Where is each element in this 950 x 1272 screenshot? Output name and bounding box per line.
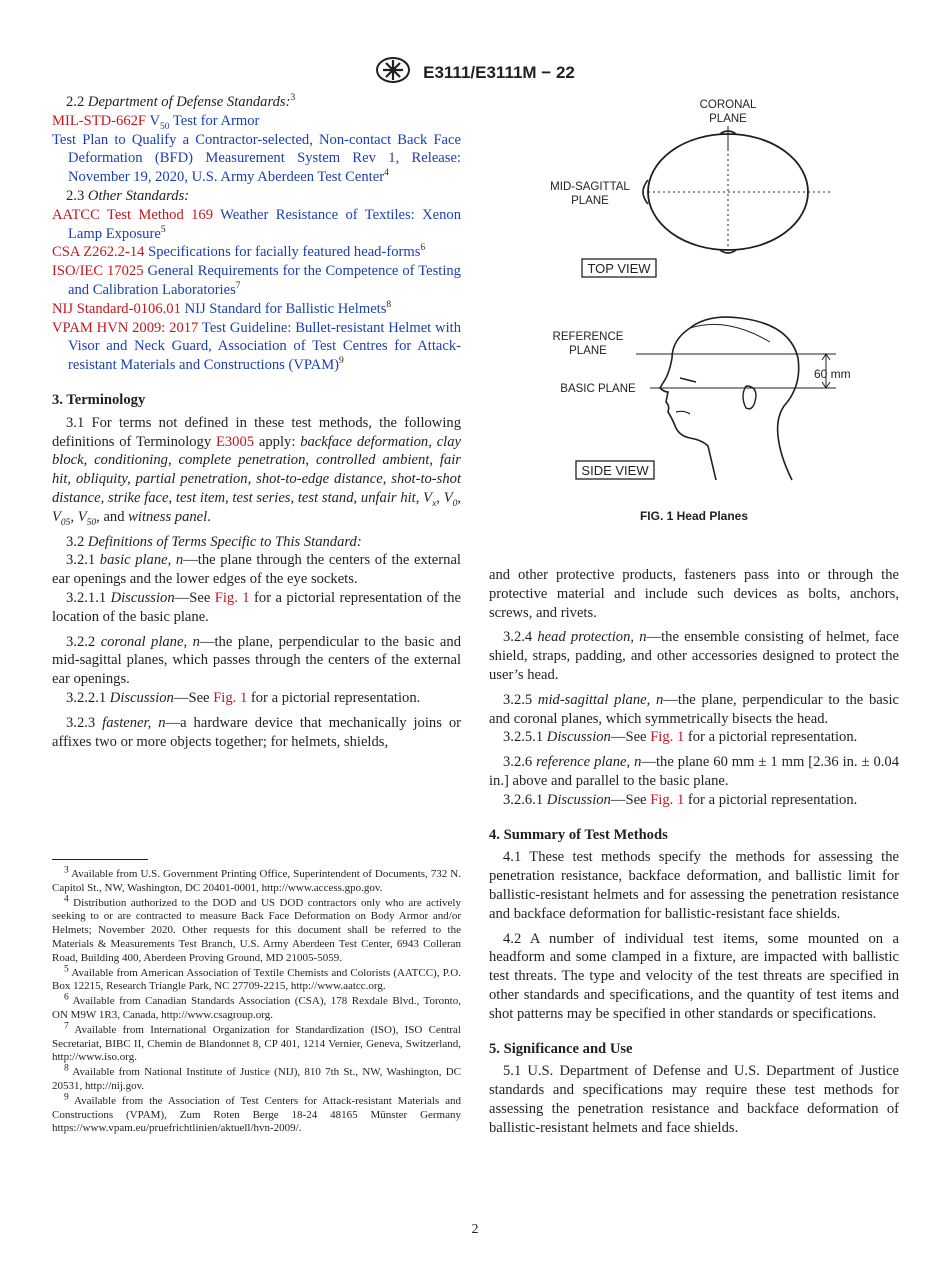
para-3-2-1-1: 3.2.1.1 Discussion—See Fig. 1 for a pictorial representation of the location of the basic plane.	[52, 589, 461, 625]
link-fig-1[interactable]: Fig. 1	[213, 689, 248, 706]
right-column	[489, 566, 899, 1138]
label-ref-1: REFERENCE	[552, 331, 624, 343]
head-side-outline	[660, 317, 799, 480]
label-coronal-1: CORONAL	[699, 99, 757, 111]
para-3-2-6: 3.2.6 reference plane, n—the plane 60 mm ± 1 mm [2.36 in. ± 0.04 in.] above and parallel to the basic plane.	[489, 754, 899, 789]
footnote-8: 8 Available from National Institute of Justice (NIJ), 810 7th St., NW, Washington, DC 20531, http://nij.gov.	[52, 1063, 461, 1092]
footnotes	[52, 865, 461, 1137]
label-midsag-1: MID-SAGITTAL	[550, 181, 630, 193]
section-5-heading: 5. Significance and Use	[489, 1040, 633, 1057]
para-4-1: 4.1 These test methods specify the methods for assessing the penetration resistance, backface deformation, and ballistic limit for ballistic-resistant helmets and for assessing the penetration resistance and backface deformation for ballistic-resistant face shields.	[489, 849, 899, 922]
ref-title[interactable]: Test Plan to Qualify a Contractor-selected, Non-contact Back Face Deformation (BFD) Measurement System Rev 1, Release: November 19, 2020, U.S. Army Aberdeen Test Center	[52, 131, 461, 186]
ref-title[interactable]: $V_{50}$ Test for Armor	[149, 112, 260, 132]
para-3-2-6-1: 3.2.6.1 Discussion—See Fig. 1 for a pictorial representation.	[503, 791, 858, 808]
link-fig-1[interactable]: Fig. 1	[650, 791, 685, 808]
para-3-2-2-1: 3.2.2.1 Discussion—See Fig. 1 for a pictorial representation.	[66, 689, 421, 706]
footnote-5: 5 Available from American Association of Textile Chemists and Colorists (AATCC), P.O. Box 12215, Research Triangle Park, NC 27709-2215, http://www.aatcc.org.	[52, 963, 461, 993]
ref-bfd-test-plan: Test Plan to Qualify a Contractor-selected, Non-contact Back Face Deformation (BFD) Measurement System Rev 1, Release: November 19, 2020, U.S. Army Aberdeen Test Center$^4$	[52, 131, 461, 186]
ref-vpam: VPAM HVN 2009: 2017 Test Guideline: Bullet-resistant Helmet with Visor and Neck Guard, Association of Test Centres for Attack-resistant Materials and Constructions (VPAM)$^9$	[52, 319, 461, 374]
label-60mm: 60 mm	[814, 367, 850, 381]
para-3-1: 3.1 For terms not defined in these test methods, the following definitions of Terminology E3005 apply: backface deformation, clay block, conditioning, complete penetration, controlled ambient, fair hit, obliquity, partial penetration, shot-to-edge distance, shot-to-shot distance, strike face, test item, test series, test stand, unfair hit, $V_x$, $V_0$, $V_{05}$, $V_{50}$, and witness panel.	[52, 414, 462, 528]
footnote-7: 7 Available from International Organization for Standardization (ISO), ISO Central Secretariat, BIBC II, Chemin de Blandonnet 8, CP 401, 1214 Vernier, Geneva, Switzerland, http://www.iso.org.	[52, 1021, 461, 1064]
para-3-2-3: 3.2.3 fastener, n—a hardware device that mechanically joins or affixes two or more objects together; for helmets, shields,	[52, 714, 461, 750]
section-2-2: 2.2 Department of Defense Standards:$^3$	[66, 93, 296, 110]
label-ref-2: PLANE	[569, 345, 607, 357]
page-header	[0, 56, 950, 89]
ref-iso: ISO/IEC 17025 General Requirements for the Competence of Testing and Calibration Laboratories$^7$	[52, 263, 461, 298]
ref-csa: CSA Z262.2-14 Specifications for facially featured head-forms$^6$	[52, 243, 426, 261]
figure-caption: FIG. 1 Head Planes	[639, 509, 749, 523]
figure-1-head-planes	[540, 96, 850, 526]
para-3-2-4: 3.2.4 head protection, n—the ensemble consisting of helmet, face shield, straps, padding, and other accessories designed to protect the user’s head.	[489, 629, 899, 683]
ref-mil-std	[52, 112, 461, 131]
para-3-2-2: 3.2.2 coronal plane, n—the plane, perpendicular to the basic and mid-sagittal planes, which passes through the centers of the external ear openings.	[52, 633, 461, 688]
label-top-view: TOP VIEW	[587, 261, 651, 276]
label-midsag-2: PLANE	[571, 195, 609, 207]
link-fig-1[interactable]: Fig. 1	[650, 729, 685, 746]
label-coronal-2: PLANE	[709, 113, 747, 125]
footnote-divider	[52, 859, 148, 860]
para-3-2-5-1: 3.2.5.1 Discussion—See Fig. 1 for a pictorial representation.	[503, 729, 858, 746]
section-4-heading: 4. Summary of Test Methods	[489, 826, 668, 843]
footnote-6: 6 Available from Canadian Standards Association (CSA), 178 Rexdale Blvd., Toronto, ON M9W 1R3, Canada, http://www.csagroup.org.	[52, 992, 461, 1021]
ref-code[interactable]: MIL-STD-662F	[52, 112, 147, 129]
link-e3005[interactable]: E3005	[215, 433, 255, 450]
ref-aatcc: AATCC Test Method 169 Weather Resistance of Textiles: Xenon Lamp Exposure$^5$	[52, 206, 461, 242]
para-4-2: 4.2 A number of individual test items, some mounted on a headform and some clamped in a fixture, are impacted with ballistic test threats. The type and velocity of the test threats are specified in other standards and specifications, and the quantity of test items and shot patterns may be specified in other standards or specifications.	[489, 930, 899, 1022]
footnote-4: 4 Distribution authorized to the DOD and US DOD contractors only who are actively seeking to or are contracted to measure Back Face Deformation on Body Armor and/or Helmets; November 2020. Other requests for this document shall be referred to the Materials & Measurements Test Branch, U.S. Army Aberdeen Test Center, 6943 Colleran Road, Building 400, Aberdeen Proving Ground, MD 21005-5059.	[52, 893, 461, 964]
para-3-2-3-cont: and other protective products, fasteners pass into or through the protective material and include such devices as bolts, anchors, screws, and rivets.	[489, 567, 899, 621]
para-5-1: 5.1 U.S. Department of Defense and U.S. Department of Justice standards and specifications may require these test methods for assessing the penetration resistance and backface deformation of ballistic-resistant helmets and face shields.	[489, 1063, 899, 1136]
para-3-2-1: 3.2.1 basic plane, n—the plane through the centers of the external ear openings and the lower edges of the eye sockets.	[52, 552, 461, 588]
para-3-2: 3.2 Definitions of Terms Specific to This Standard:	[66, 533, 362, 550]
standard-designation: E3111/E3111M − 22	[423, 62, 575, 82]
section-2-3: 2.3 Other Standards:	[66, 187, 190, 204]
link-fig-1[interactable]: Fig. 1	[214, 589, 250, 606]
label-basic: BASIC PLANE	[560, 383, 636, 395]
ref-nij: NIJ Standard-0106.01 NIJ Standard for Ballistic Helmets$^8$	[52, 299, 392, 317]
left-column	[52, 93, 461, 751]
footnote-9: 9 Available from the Association of Test Centers for Attack-resistant Materials and Constructions (VPAM), Zum Roten Berge 18-24 48165 Münster Germany https://www.vpam.eu/pruefrichtlinien/aktuell/hvn-2009/.	[52, 1092, 461, 1135]
section-3-heading: 3. Terminology	[52, 391, 146, 408]
page-number: 2	[471, 1222, 479, 1237]
astm-logo-icon	[375, 56, 411, 89]
footnote-3: 3 Available from U.S. Government Printing Office, Superintendent of Documents, 732 N. Capitol St., NW, Washington, DC 20401-0001, http://www.access.gpo.gov.	[52, 865, 461, 894]
label-side-view: SIDE VIEW	[581, 463, 649, 478]
para-3-2-5: 3.2.5 mid-sagittal plane, n—the plane, perpendicular to the basic and coronal planes, which symmetrically bisects the head.	[489, 691, 899, 727]
